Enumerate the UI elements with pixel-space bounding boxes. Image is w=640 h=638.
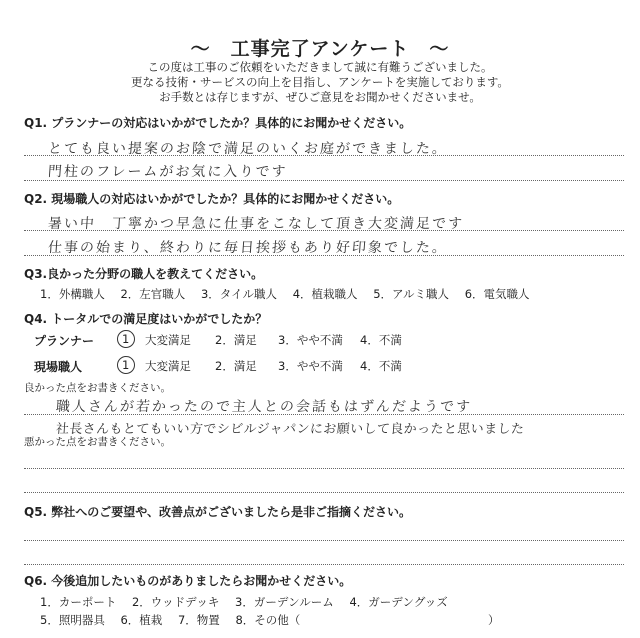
q4-worker-option-1[interactable]: 大変満足: [145, 359, 191, 373]
q3-option-2[interactable]: 2．左官職人: [120, 287, 186, 301]
q1-question: Q1. プランナーの対応はいかがでしたか？具体的にお聞かせください。: [24, 116, 412, 130]
q6-option-lighting[interactable]: 5．照明器具: [40, 613, 105, 627]
q4-worker-option-2[interactable]: 2．満足: [215, 359, 257, 373]
q5-line-1: [24, 540, 624, 541]
q6-option-wood-deck[interactable]: 2．ウッドデッキ: [131, 595, 220, 609]
q4-bad-line-1: [24, 468, 624, 469]
q4-planner-option-2[interactable]: 2．満足: [215, 333, 257, 347]
q6-option-storage[interactable]: 7．物置: [177, 613, 220, 627]
q3-option-1[interactable]: 1．外構職人: [40, 287, 105, 301]
q2-answer-1: 暑い中 丁寧かつ早急に仕事をこなして頂き大変満足です: [47, 216, 465, 232]
q3-option-3[interactable]: 3．タイル職人: [200, 287, 278, 301]
q3-option-6[interactable]: 6．電気職人: [464, 287, 530, 301]
q6-option-garden-room[interactable]: 3．ガーデンルーム: [235, 595, 334, 609]
q3-question: Q3.良かった分野の職人を教えてください。: [24, 267, 264, 281]
q4-good-answer-1: 職人さんが若かったので主人との会話もはずんだようです: [55, 399, 473, 415]
q3-option-4[interactable]: 4．植栽職人: [292, 287, 358, 301]
q6-option-carport[interactable]: 1．カーポート: [40, 595, 117, 609]
q6-option-garden-goods[interactable]: 4．ガーデングッズ: [349, 595, 448, 609]
q2-question: Q2. 現場職人の対応はいかがでしたか？具体的にお聞かせください。: [24, 192, 400, 206]
q5-line-2: [24, 564, 624, 565]
q5-question: Q5. 弊社へのご要望や、改善点がございましたら是非ご指摘ください。: [24, 505, 412, 519]
q4-planner-option-1[interactable]: 大変満足: [145, 333, 191, 347]
q1-answer-2: 門柱のフレームがお気に入りです: [47, 164, 288, 180]
q6-question: Q6. 今後追加したいものがありましたらお聞かせください。: [24, 574, 352, 588]
q6-options-row-2: [40, 612, 312, 628]
q4-planner-label: プランナー: [34, 334, 95, 348]
survey-title: ～ 工事完了アンケート ～: [190, 38, 450, 60]
q6-other-close-paren: ）: [488, 613, 500, 627]
q4-planner-option-1-num[interactable]: 1: [122, 332, 130, 346]
q4-good-answer-2: 社長さんもとてもいい方でシビルジャパンにお願いして良かったと思いました: [55, 422, 525, 437]
q4-bad-line-2: [24, 492, 624, 493]
q6-options-row-1: [40, 594, 460, 610]
q2-answer-2: 仕事の始まり、終わりに毎日挨拶もあり好印象でした。: [47, 240, 449, 256]
q4-worker-option-3[interactable]: 3．やや不満: [278, 359, 343, 373]
q3-option-5[interactable]: 5．アルミ職人: [373, 287, 450, 301]
intro-line-2: 更なる技術・サービスの向上を目指し、アンケートを実施しております。: [131, 75, 509, 89]
q4-worker-option-1-num[interactable]: 1: [122, 358, 130, 372]
q4-planner-option-3[interactable]: 3．やや不満: [278, 333, 343, 347]
q4-worker-label: 現場職人: [34, 360, 83, 374]
intro-line-1: この度は工事のご依頼をいただきまして誠に有難うございました。: [147, 60, 493, 74]
q4-planner-option-4[interactable]: 4．不満: [360, 333, 402, 347]
q4-bad-label: 悪かった点をお書きください。: [24, 436, 171, 448]
q6-option-other[interactable]: 8．その他（: [235, 613, 301, 627]
q4-worker-option-4[interactable]: 4．不満: [360, 359, 402, 373]
q4-good-line-1: [24, 414, 624, 415]
q3-options: [40, 286, 542, 302]
q4-question: Q4. トータルでの満足度はいかがでしたか？: [24, 312, 268, 326]
intro-line-3: お手数とは存じますが、ぜひご意見をお聞かせくださいませ。: [159, 90, 481, 104]
q4-good-label: 良かった点をお書きください。: [24, 382, 171, 394]
q1-answer-1: とても良い提案のお陰で満足のいくお庭ができました。: [47, 141, 449, 157]
q6-option-planting[interactable]: 6．植栽: [120, 613, 163, 627]
